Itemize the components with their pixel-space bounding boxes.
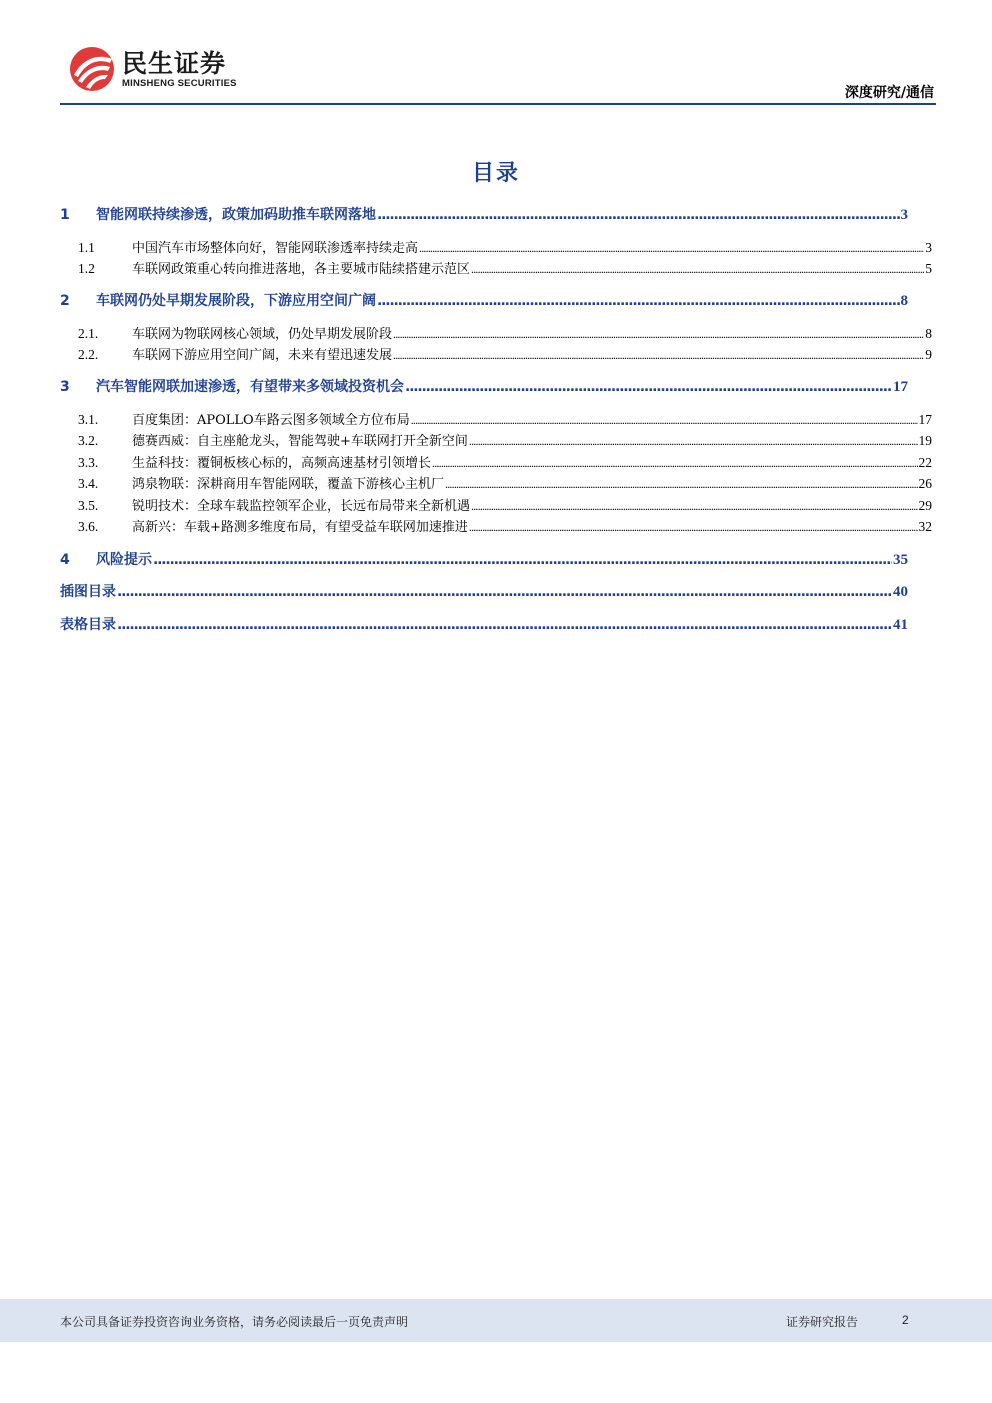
- toc-entry-title: 车联网仍处早期发展阶段，下游应用空间广阔: [96, 293, 376, 309]
- toc-leader: [377, 293, 900, 309]
- footer-doc-kind: 证券研究报告: [786, 1315, 859, 1329]
- toc-entry-page: 35: [893, 552, 908, 568]
- toc-entry-number: 2: [60, 293, 70, 309]
- toc-entry-page: 29: [918, 498, 932, 513]
- toc-entry-title: 插图目录: [60, 584, 116, 600]
- toc-entry-page: 8: [925, 326, 932, 341]
- toc-leader: [469, 434, 918, 449]
- toc-entry-number: 3.5.: [78, 498, 99, 513]
- toc-leader: [471, 499, 917, 514]
- toc-entry-page: 8: [900, 293, 908, 309]
- logo-name-en: MINSHENG SECURITIES: [122, 77, 237, 89]
- toc-entry[interactable]: [78, 495, 932, 514]
- toc-entry-title: 鸿泉物联：深耕商用车智能网联，覆盖下游核心主机厂: [132, 477, 445, 492]
- toc-leader: [393, 348, 924, 363]
- toc-entry-title: 表格目录: [60, 617, 116, 633]
- toc-leader: [445, 477, 917, 492]
- toc-entry[interactable]: [78, 237, 932, 256]
- toc-leader: [117, 617, 892, 633]
- toc-leader: [411, 413, 918, 428]
- page-number: 2: [902, 1313, 909, 1327]
- toc-entry[interactable]: [60, 376, 908, 396]
- toc-leader: [405, 379, 892, 395]
- toc-entry[interactable]: [60, 204, 908, 224]
- toc-leader: [419, 241, 924, 256]
- toc-entry-number: 1.1: [78, 240, 95, 255]
- toc-entry-number: 3.2.: [78, 433, 99, 448]
- toc-entry-number: 2.2.: [78, 347, 99, 362]
- toc-entry[interactable]: [60, 290, 908, 310]
- toc-entry-page: 40: [893, 584, 908, 600]
- toc-entry-number: 3.3.: [78, 455, 99, 470]
- toc-entry[interactable]: [78, 516, 932, 535]
- toc-leader: [377, 207, 900, 223]
- minsheng-logo-icon: [68, 45, 116, 93]
- toc-entry-title: 车联网下游应用空间广阔，未来有望迅速发展: [132, 348, 393, 363]
- page-footer: [0, 1299, 992, 1342]
- toc-entry-number: 2.1.: [78, 326, 99, 341]
- toc-entry-number: 4: [60, 552, 70, 568]
- toc-entry[interactable]: [78, 409, 932, 428]
- toc-entry-title: 德赛西威：自主座舱龙头，智能驾驶+车联网打开全新空间: [132, 434, 468, 449]
- toc-entry[interactable]: [78, 323, 932, 342]
- toc-entry-number: 3.4.: [78, 476, 99, 491]
- toc-entry-tables[interactable]: [60, 614, 908, 634]
- toc-entry-number: 1.2: [78, 261, 95, 276]
- toc-entry-page: 3: [925, 240, 932, 255]
- toc-leader: [153, 552, 892, 568]
- footer-disclaimer: 本公司具备证券投资咨询业务资格，请务必阅读最后一页免责声明: [60, 1315, 409, 1329]
- toc-entry[interactable]: [78, 473, 932, 492]
- toc-entry-number: 3.6.: [78, 519, 99, 534]
- toc-entry-title: 车联网为物联网核心领域，仍处早期发展阶段: [132, 327, 393, 342]
- toc-entry-page: 26: [918, 476, 932, 491]
- header-divider: [60, 103, 936, 105]
- toc-leader: [393, 327, 924, 342]
- toc-entry-title: 生益科技：覆铜板核心标的，高频高速基材引领增长: [132, 456, 432, 471]
- toc-entry-title: 高新兴：车载+路测多维度布局，有望受益车联网加速推进: [132, 520, 468, 535]
- report-type: 深度研究/通信: [844, 85, 934, 101]
- toc-entry[interactable]: [78, 258, 932, 277]
- toc-entry[interactable]: [78, 344, 932, 363]
- toc-entry-page: 9: [925, 347, 932, 362]
- company-logo: [68, 45, 237, 93]
- toc-leader: [469, 520, 918, 535]
- toc-leader: [117, 584, 892, 600]
- toc-entry-title: 车联网政策重心转向推进落地，各主要城市陆续搭建示范区: [132, 262, 471, 277]
- toc-entry[interactable]: [78, 430, 932, 449]
- toc-entry-number: 3: [60, 379, 70, 395]
- toc-entry-page: 3: [900, 207, 908, 223]
- toc-entry[interactable]: [78, 452, 932, 471]
- toc-entry-page: 32: [918, 519, 932, 534]
- page-header: [60, 40, 936, 104]
- toc-entry-title: 智能网联持续渗透，政策加码助推车联网落地: [96, 207, 376, 223]
- toc-entry-page: 17: [918, 412, 932, 427]
- toc-entry[interactable]: [60, 549, 908, 569]
- toc-entry-title: 汽车智能网联加速渗透，有望带来多领域投资机会: [96, 379, 404, 395]
- toc-entry-page: 41: [893, 617, 908, 633]
- toc-entry-page: 17: [893, 379, 908, 395]
- toc-entry-figures[interactable]: [60, 581, 908, 601]
- toc-leader: [432, 456, 917, 471]
- toc-entry-number: 1: [60, 207, 70, 223]
- toc-title: 目录: [471, 161, 520, 186]
- toc-entry-page: 22: [918, 455, 932, 470]
- toc-entry-number: 3.1.: [78, 412, 99, 427]
- toc-entry-title: 风险提示: [96, 552, 152, 568]
- toc-entry-title: 中国汽车市场整体向好，智能网联渗透率持续走高: [132, 241, 419, 256]
- toc-entry-title: 百度集团：APOLLO车路云图多领域全方位布局: [132, 413, 410, 428]
- toc-entry-title: 锐明技术：全球车载监控领军企业，长远布局带来全新机遇: [132, 499, 471, 514]
- toc-leader: [471, 262, 924, 277]
- logo-name-cn: 民生证券: [122, 48, 227, 78]
- toc-entry-page: 5: [925, 261, 932, 276]
- toc-entry-page: 19: [918, 433, 932, 448]
